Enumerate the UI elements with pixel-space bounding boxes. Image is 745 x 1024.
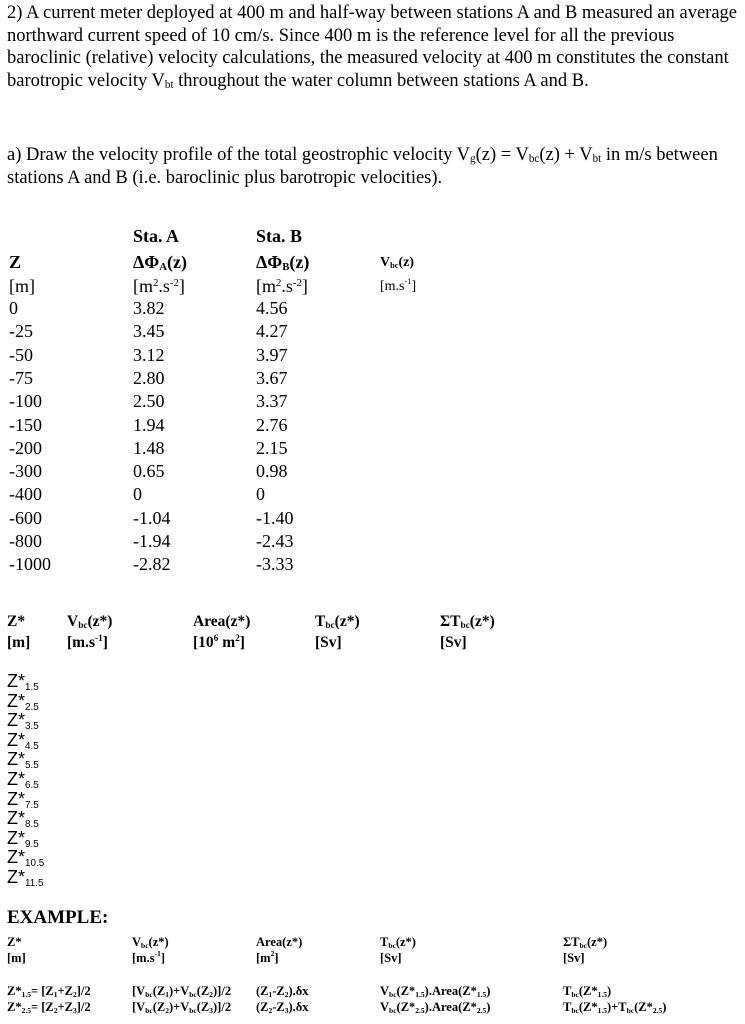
- zstar-row: $Z*_{3.5}$: [7, 710, 39, 732]
- question-number: 2): [7, 3, 23, 23]
- ex-header-area: Area(z*): [256, 935, 303, 949]
- table-cell-b: 4.27: [256, 321, 288, 341]
- t2-unit-sum-sv: [Sv]: [440, 634, 467, 651]
- table-cell-z: -400: [9, 484, 42, 504]
- table-cell-z: -150: [9, 415, 42, 435]
- zstar-row: $Z*_{10.5}$: [7, 847, 45, 869]
- t2-header-zstar: Z*: [7, 613, 26, 630]
- header-phi-a-unit: $[m^2.s^{-2}]$: [133, 276, 185, 296]
- example-title: EXAMPLE:: [7, 907, 109, 928]
- ex-row2-area: $(Z_2-Z_3).\delta x$: [256, 1000, 309, 1015]
- table-cell-z: -300: [9, 461, 42, 481]
- question-intro: 2) A current meter deployed at 400 m and half-way between stations A and B measured an average northward current speed of 10 cm/s. Since 400 m is the reference level for all the previous baroclinic (relative) velocity calculations, the measured velocity at 400 m constitutes the constant barotropic velocity $V_{bt}$ throughout the water column between stations A and B.: [7, 3, 738, 91]
- ex-unit-area: $[m^2]$: [256, 949, 279, 965]
- ex-header-st: $\Sigma T_{bc}(z*)$: [563, 935, 608, 950]
- table-cell-a: -1.94: [133, 531, 171, 551]
- table-cell-b: 4.56: [256, 298, 288, 318]
- table-cell-a: 1.94: [133, 415, 165, 435]
- header-phi-b: $\Delta\Phi_B(z)$: [256, 252, 310, 273]
- zstar-row: $Z*_{7.5}$: [7, 789, 39, 811]
- ex-row1-sum: $T_{bc}(Z*_{1.5})$: [563, 984, 612, 999]
- table-cell-z: -600: [9, 508, 42, 528]
- t2-unit-sv: [Sv]: [315, 634, 342, 651]
- zstar-row: $Z*_{9.5}$: [7, 828, 39, 850]
- table-cell-z: -1000: [9, 554, 51, 574]
- header-z: Z: [9, 252, 22, 272]
- t2-header-tbc: $T_{bc}(z*)$: [315, 613, 360, 631]
- zstar-row: $Z*_{2.5}$: [7, 691, 39, 713]
- header-phi-b-unit: $[m^2.s^{-2}]$: [256, 276, 308, 296]
- ex-row1-area: $(Z_1-Z_2).\delta x$: [256, 984, 309, 999]
- t2-unit-area: [$10^6$ $m^2$]: [193, 634, 245, 651]
- ex-header-v: $V_{bc}(z*)$: [132, 935, 169, 950]
- table-cell-a: -2.82: [133, 554, 171, 574]
- zstar-row: $Z*_{4.5}$: [7, 730, 39, 752]
- table-cell-z: -50: [9, 345, 33, 365]
- header-sta-a: Sta. A: [133, 226, 180, 246]
- ex-unit-m: [m]: [7, 951, 26, 965]
- table-cell-b: 0: [256, 484, 265, 504]
- table-cell-z: -200: [9, 438, 42, 458]
- zstar-row: $Z*_{11.5}$: [7, 867, 44, 889]
- ex-unit-sv: [Sv]: [380, 951, 402, 965]
- ex-row1-z: $Z*_{1.5}= [Z_1+Z_2]/2$: [7, 984, 91, 999]
- ex-header-t: $T_{bc}(z*)$: [380, 935, 416, 950]
- ex-unit-sum-sv: [Sv]: [563, 951, 585, 965]
- zstar-row: $Z*_{1.5}$: [7, 671, 39, 693]
- ex-row2-v: $[V_{bc}(Z_2)+V_{bc}(Z_3)]/2$: [132, 1000, 232, 1015]
- zstar-row: $Z*_{6.5}$: [7, 769, 39, 791]
- table-cell-z: -800: [9, 531, 42, 551]
- table-cell-a: -1.04: [133, 508, 171, 528]
- header-phi-a: $\Delta\Phi_A(z)$: [133, 252, 188, 273]
- header-z-unit: [m]: [9, 276, 35, 296]
- question-part-a: a) Draw the velocity profile of the total geostrophic velocity $V_g(z) = V_{bc}(z) + V_{bt}$ in m/s between stations A and B (i.e. baroclinic plus barotropic velocities).: [7, 145, 718, 188]
- ex-row1-v: $[V_{bc}(Z_1)+V_{bc}(Z_2)]/2$: [132, 984, 232, 999]
- table-cell-a: 0: [133, 484, 142, 504]
- t2-header-sum-tbc: $\Sigma T_{bc}(z*)$: [440, 613, 495, 631]
- t2-unit-ms: $[m.s^{-1}]$: [67, 634, 108, 651]
- table-cell-a: 1.48: [133, 438, 165, 458]
- table-cell-z: -100: [9, 391, 42, 411]
- table-cell-a: 2.80: [133, 368, 165, 388]
- table-cell-b: 0.98: [256, 461, 288, 481]
- table-cell-b: 3.37: [256, 391, 288, 411]
- t2-header-vbc: $V_{bc}(z*)$: [67, 613, 113, 631]
- table-cell-z: 0: [9, 298, 18, 318]
- table-cell-b: 3.67: [256, 368, 288, 388]
- t2-header-area: Area(z*): [193, 613, 251, 630]
- ex-row2-sum: $T_{bc}(Z*_{1.5})+T_{bc}(Z*_{2.5})$: [563, 1000, 667, 1015]
- table-cell-b: 3.97: [256, 345, 288, 365]
- table-cell-b: -2.43: [256, 531, 294, 551]
- table-cell-z: -75: [9, 368, 33, 388]
- table-cell-a: 3.45: [133, 321, 165, 341]
- table-cell-a: 3.82: [133, 298, 165, 318]
- table-cell-a: 3.12: [133, 345, 165, 365]
- zstar-row: $Z*_{8.5}$: [7, 808, 39, 830]
- ex-row1-t: $V_{bc}(Z*_{1.5}).Area(Z*_{1.5})$: [380, 984, 491, 999]
- ex-row2-z: $Z*_{2.5}= [Z_2+Z_3]/2$: [7, 1000, 91, 1015]
- table-cell-z: -25: [9, 321, 33, 341]
- table-cell-b: 2.76: [256, 415, 288, 435]
- ex-row2-t: $V_{bc}(Z*_{2.5}).Area(Z*_{2.5})$: [380, 1000, 491, 1015]
- table-cell-a: 0.65: [133, 461, 165, 481]
- table-cell-b: -1.40: [256, 508, 294, 528]
- table-cell-b: 2.15: [256, 438, 288, 458]
- header-vbc-unit: $[m.s^{-1}]$: [380, 277, 417, 294]
- table-cell-b: -3.33: [256, 554, 294, 574]
- zstar-row: $Z*_{5.5}$: [7, 749, 39, 771]
- header-sta-b: Sta. B: [256, 226, 303, 246]
- table-cell-a: 2.50: [133, 391, 165, 411]
- t2-unit-m: [m]: [7, 634, 31, 651]
- ex-unit-ms: $[m.s^{-1}]$: [132, 949, 165, 965]
- ex-header-z: Z*: [7, 935, 22, 949]
- header-vbc: $V_{bc}(z)$: [380, 255, 415, 270]
